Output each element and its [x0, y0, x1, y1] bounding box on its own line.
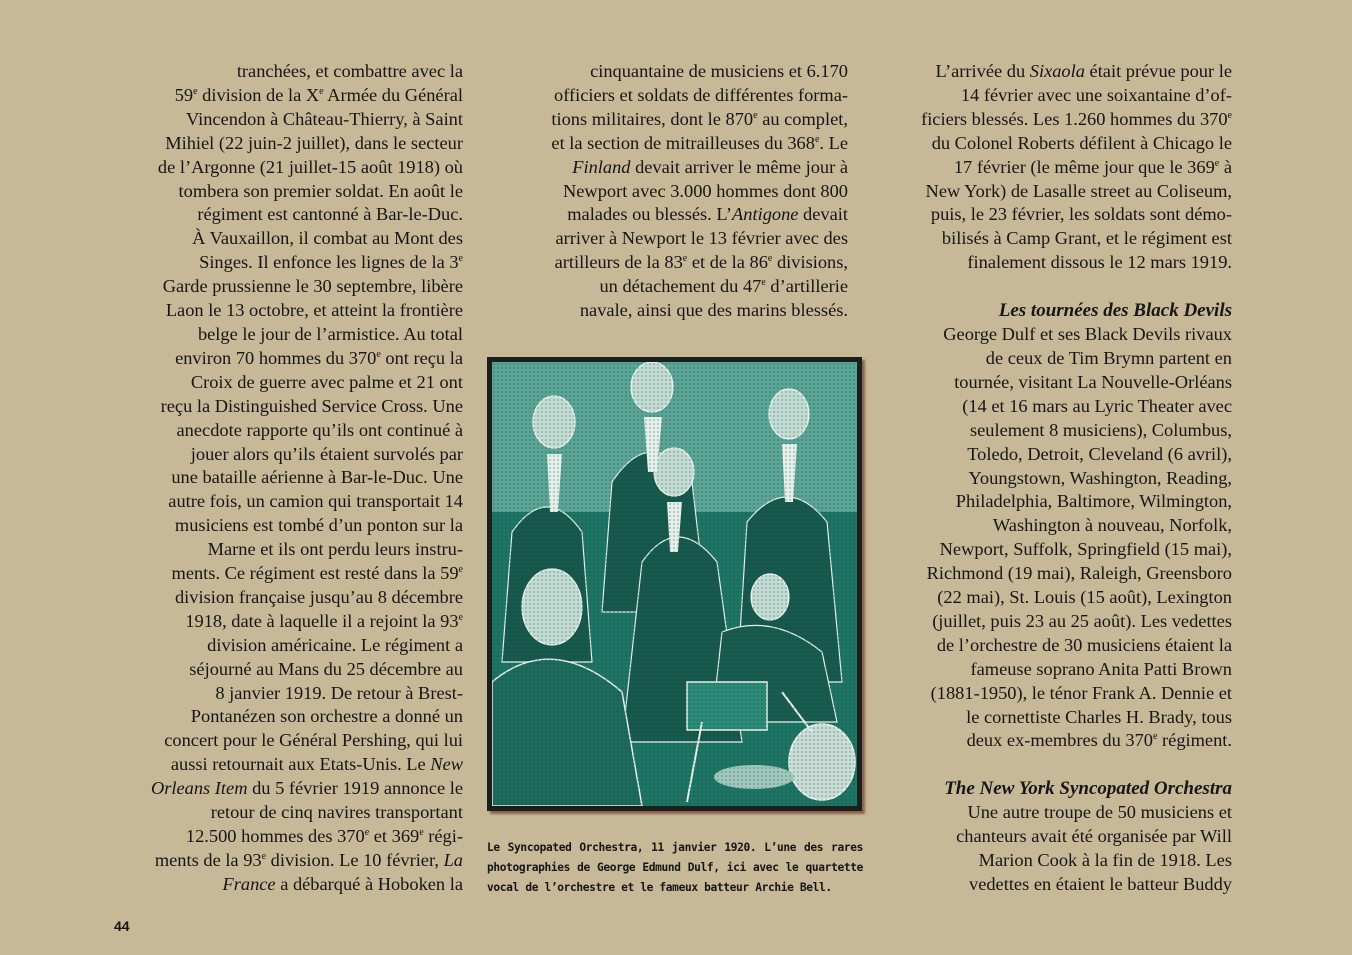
text-line: 14 février avec une soixantaine d’of- [960, 84, 1232, 105]
text-line: Singes. Il enfonce les lignes de la 3e [199, 252, 463, 273]
text-line: Newport, Suffolk, Springfield (15 mai), [939, 539, 1232, 560]
photo-caption: Le Syncopated Orchestra, 11 janvier 1920. L’une des rares photographies de George Edmund Dulf, ici avec le quartette vocal de l’orchestre et le fameux batteur Archie Bell. [487, 841, 863, 894]
text-line: Marne et ils ont perdu leurs instru- [207, 539, 463, 560]
text-line: Croix de guerre avec palme et 21 ont [190, 371, 463, 392]
text-line: tranchées, et combattre avec la [236, 61, 463, 81]
text-line: 59e division de la Xe Armée du Général [174, 84, 463, 105]
text-line: malades ou blessés. L’Antigone devait [567, 204, 848, 225]
text-line: Marion Cook à la fin de 1918. Les [978, 850, 1232, 871]
text-line: division française jusqu’au 8 décembre [174, 586, 463, 607]
page-number: 44 [114, 918, 130, 934]
text-line: environ 70 hommes du 370e ont reçu la [175, 347, 463, 368]
text-line: aussi retournait aux Etats-Unis. Le New [170, 754, 463, 775]
text-line: retour de cinq navires transportant [210, 802, 463, 823]
text-line: ments. Ce régiment est resté dans la 59e [171, 563, 463, 584]
text-line: de ceux de Tim Brymn partent en [985, 347, 1232, 368]
text-line: (1881-1950), le ténor Frank A. Dennie et [930, 682, 1232, 703]
text-line: arriver à Newport le 13 février avec des [555, 228, 848, 249]
text-line: régiment est cantonné à Bar-le-Duc. [197, 204, 463, 225]
text-line: tions militaires, dont le 870e au complet, [551, 108, 848, 129]
text-line: Youngstown, Washington, Reading, [968, 467, 1232, 488]
text-line: anecdote rapporte qu’ils ont continué à [176, 419, 463, 440]
text-line: et la section de mitrailleuses du 368e. Le [551, 132, 848, 153]
text-line: Garde prussienne le 30 septembre, libère [162, 276, 463, 297]
text-line: seulement 8 musiciens), Columbus, [969, 419, 1232, 440]
section-heading-black-devils: Les tournées des Black Devils [998, 300, 1232, 322]
text-line: À Vauxaillon, il combat au Mont des [192, 228, 463, 249]
text-line: Finland devait arriver le même jour à [572, 156, 848, 177]
text-line: 17 février (le même jour que le 369e à [953, 156, 1232, 177]
text-line: officiers et soldats de différentes forma- [554, 84, 848, 105]
text-line: artilleurs de la 83e et de la 86e divisions, [554, 252, 848, 273]
text-line: séjourné au Mans du 25 décembre au [189, 658, 463, 679]
text-line: France a débarqué à Hoboken la [222, 873, 463, 894]
text-line: ments de la 93e division. Le 10 février, La [154, 849, 463, 870]
text-line: cinquantaine de musiciens et 6.170 [590, 61, 848, 81]
text-line: division américaine. Le régiment a [207, 634, 463, 655]
text-line: musiciens est tombé d’un ponton sur la [174, 515, 463, 536]
text-line: tournée, visitant La Nouvelle-Orléans [954, 371, 1232, 392]
text-line: New York) de Lasalle street au Coliseum, [925, 180, 1232, 201]
text-line: chanteurs avait été organisée par Will [956, 826, 1232, 847]
text-line: (14 et 16 mars au Lyric Theater avec [962, 395, 1232, 416]
text-line: du Colonel Roberts défilent à Chicago le [931, 132, 1232, 153]
text-line: autre fois, un camion qui transportait 14 [168, 491, 463, 512]
text-line: jouer alors qu’ils étaient survolés par [190, 443, 463, 464]
paragraph-black-devils [880, 323, 1232, 753]
text-line: Orleans Item du 5 février 1919 annonce le [150, 778, 463, 799]
text-line: de l’Argonne (21 juillet-15 août 1918) où [157, 156, 463, 177]
text-line: puis, le 23 février, les soldats sont démo- [930, 204, 1232, 225]
text-line: belge le jour de l’armistice. Au total [197, 323, 463, 344]
text-line: Pontanézen son orchestre a donné un [190, 706, 463, 727]
text-line: 1918, date à laquelle il a rejoint la 93e [185, 610, 463, 631]
text-line: Mihiel (22 juin-2 juillet), dans le secteur [165, 132, 463, 153]
text-line: reçu la Distinguished Service Cross. Une [160, 395, 463, 416]
text-line: un détachement du 47e d’artillerie [599, 276, 848, 297]
text-line: le cornettiste Charles H. Brady, tous [966, 706, 1232, 727]
paragraph-sixaola [880, 60, 1232, 275]
text-line: George Dulf et ses Black Devils rivaux [943, 324, 1232, 345]
text-line: Philadelphia, Baltimore, Wilmington, [955, 491, 1232, 512]
text-column-middle [500, 60, 848, 323]
text-line: concert pour le Général Pershing, qui lui [164, 730, 463, 751]
text-column-right [880, 60, 1232, 897]
text-column-left [108, 60, 463, 897]
text-line: Washington à nouveau, Norfolk, [992, 515, 1232, 536]
text-line: deux ex-membres du 370e régiment. [966, 730, 1232, 751]
text-line: fameuse soprano Anita Patti Brown [970, 658, 1232, 679]
text-line: navale, ainsi que des marins blessés. [579, 300, 848, 321]
orchestra-photograph [487, 357, 862, 811]
text-line: vedettes en étaient le batteur Buddy [969, 874, 1232, 894]
text-line: finalement dissous le 12 mars 1919. [967, 252, 1232, 273]
text-line: tombera son premier soldat. En août le [178, 180, 463, 201]
text-line: 8 janvier 1919. De retour à Brest- [215, 682, 463, 703]
text-line: Laon le 13 octobre, et atteint la frontière [165, 300, 463, 321]
text-line: de l’orchestre de 30 musiciens étaient la [936, 634, 1232, 655]
text-line: Une autre troupe de 50 musiciens et [967, 802, 1232, 823]
text-line: Toledo, Detroit, Cleveland (6 avril), [967, 443, 1232, 464]
text-line: Richmond (19 mai), Raleigh, Greensboro [926, 563, 1232, 584]
text-line: ficiers blessés. Les 1.260 hommes du 370e [921, 108, 1232, 129]
section-heading-syncopated-orchestra: The New York Syncopated Orchestra [944, 778, 1232, 800]
text-line: Vincendon à Château-Thierry, à Saint [185, 108, 463, 129]
text-line: (22 mai), St. Louis (15 août), Lexington [937, 587, 1232, 608]
text-line: bilisés à Camp Grant, et le régiment est [941, 228, 1232, 249]
orchestra-photo-image [492, 362, 857, 806]
paragraph-syncopated-orchestra [880, 801, 1232, 897]
text-line: Newport avec 3.000 hommes dont 800 [562, 180, 848, 201]
text-line: (juillet, puis 23 au 25 août). Les vedettes [932, 610, 1232, 631]
text-line: une bataille aérienne à Bar-le-Duc. Une [171, 467, 463, 488]
text-line: 12.500 hommes des 370e et 369e régi- [185, 826, 463, 846]
text-line: L’arrivée du Sixaola était prévue pour le [935, 61, 1232, 81]
